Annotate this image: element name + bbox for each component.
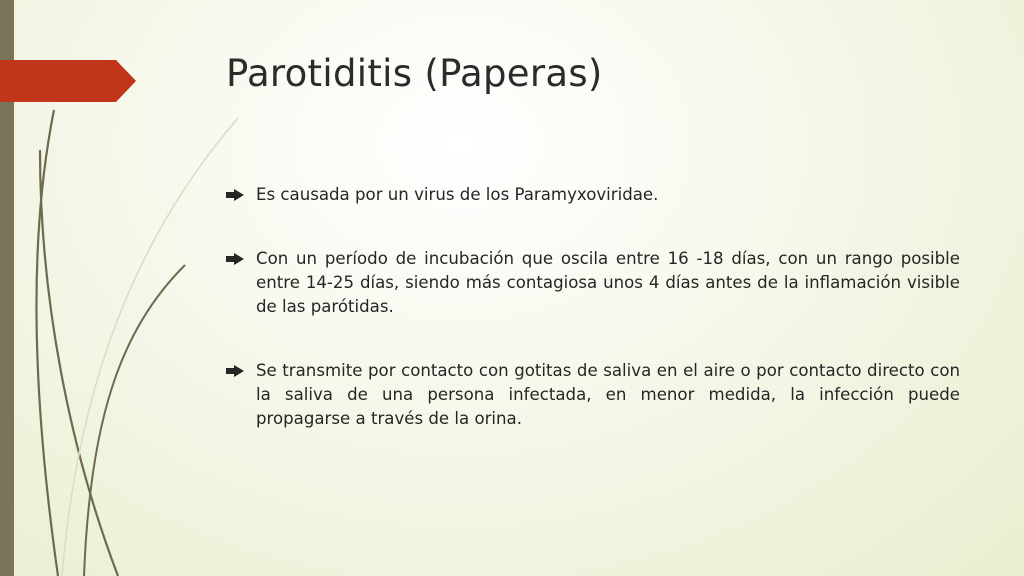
bullet-item [226,359,960,431]
bullet-item [226,183,960,207]
title-accent-arrow [0,60,136,102]
pointing-arrow-icon [226,189,244,201]
pointing-arrow-icon [226,253,244,265]
bullet-text: Es causada por un virus de los Paramyxoviridae. [256,185,659,204]
slide-title: Parotiditis (Paperas) [226,52,603,95]
bullet-text: Con un período de incubación que oscila entre 16 -18 días, con un rango posible entre 14-25 días, siendo más contagiosa unos 4 días antes de la inflamación visible de las parótidas. [256,249,960,316]
bullet-list [226,183,960,471]
bullet-text: Se transmite por contacto con gotitas de saliva en el aire o por contacto directo con la saliva de una persona infectada, en menor medida, la infección puede propagarse a través de la orina. [256,361,960,428]
pointing-arrow-icon [226,365,244,377]
bullet-item [226,247,960,319]
